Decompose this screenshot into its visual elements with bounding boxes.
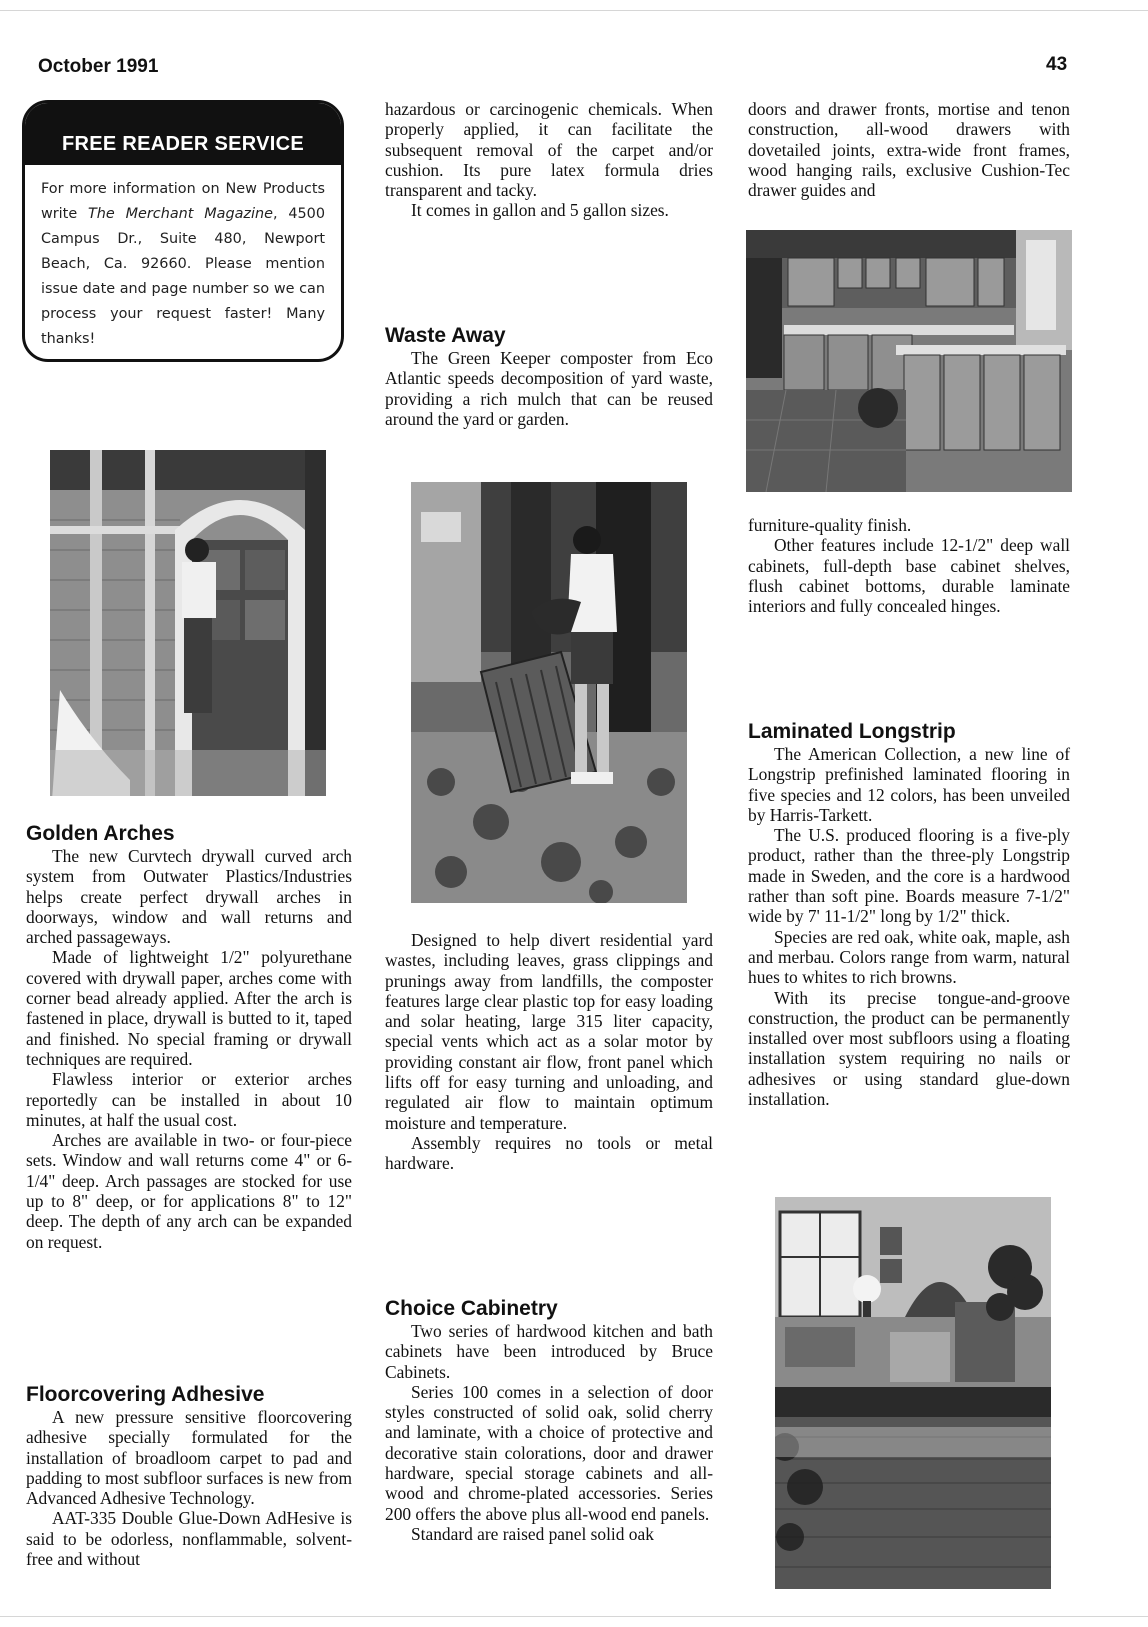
waste-away-paragraph: Designed to help divert residential yard wastes, including leaves, grass clippings and prunings away from landfills, the composter features large clear plastic top for easy loading and solar heating, large 315 liter capacity, special vents which act as a solar motor by providing constant air flow, front panel which lifts off for easy turning and unloading, and regulated air flow to maintain optimum moisture and temperature. [385,930,713,1133]
floorcovering-adhesive-paragraph: AAT-335 Double Glue-Down AdHesive is said to be odorless, nonflammable, solvent-free and without [26,1508,352,1570]
golden-arches-paragraph: The new Curvtech drywall curved arch system from Outwater Plastics/Industries helps create perfect drywall arches in doorways, window and wall returns and arched passageways. [26,846,352,948]
page-number: 43 [1046,54,1068,75]
adhesive-continued-paragraph: hazardous or carcinogenic chemicals. When properly applied, it can facilitate the subsequent removal of the carpet and/or cushion. Its pure latex formula dries transparent and tacky. [385,99,713,201]
choice-cabinetry-paragraph: Two series of hardwood kitchen and bath cabinets have been introduced by Bruce Cabinets. [385,1321,713,1382]
reader-service-text-after: , 4500 Campus Dr., Suite 480, Newport Beach, Ca. 92660. Please mention issue date and page number so we can process your request faster! Many thanks! [41,206,325,347]
cabinetry-continued-paragraph: doors and drawer fronts, mortise and tenon construction, all-wood drawers with dovetailed joints, extra-wide front frames, wood hanging rails, exclusive Cushion-Tec drawer guides and [748,99,1070,201]
column-one [26,822,352,1252]
column-two-middle [385,930,713,1174]
cabinetry-continued-paragraph: furniture-quality finish. [748,515,912,535]
column-two-waste-away [385,324,713,429]
laminated-longstrip-heading: Laminated Longstrip [748,720,956,743]
waste-away-heading: Waste Away [385,324,506,347]
waste-away-paragraph: The Green Keeper composter from Eco Atlantic speeds decomposition of yard waste, providing a rich mulch that can be reused around the yard or garden. [385,348,713,429]
golden-arches-heading: Golden Arches [26,822,175,845]
laminated-longstrip-paragraph: Species are red oak, white oak, maple, ash and merbau. Colors range from warm, natural hues to whites to rich browns. [748,926,1070,988]
drywall-arch-photo [50,450,326,796]
column-three-middle [748,515,1070,616]
golden-arches-paragraph: Flawless interior or exterior arches reportedly can be installed in about 10 minutes, at half the usual cost. [26,1069,352,1130]
bottom-edge-rule [0,1616,1148,1617]
floorcovering-adhesive-heading: Floorcovering Adhesive [26,1383,265,1406]
column-three-longstrip [748,720,1070,1109]
reader-service-magazine: The Merchant Magazine [88,206,273,222]
laminated-longstrip-paragraph: The U.S. produced flooring is a five-ply product, rather than the three-ply Longstrip made in Sweden, and the core is a hardwood rather than soft pine. Boards measure 7-1/2" wide by 7' 11-1/2" long by 1/2" thick. [748,825,1070,927]
cabinetry-more-paragraph: Other features include 12-1/2" deep wall cabinets, full-depth base cabinet shelves, flush cabinet bottoms, durable laminate interiors and fully concealed hinges. [748,535,1070,617]
issue-date: October 1991 [38,56,159,77]
composter-photo [411,482,687,903]
column-two-top [385,99,713,221]
column-three-top [748,99,1070,200]
top-edge-rule [0,10,1148,11]
reader-service-title: FREE READER SERVICE [25,103,341,165]
reader-service-text [25,165,341,352]
reader-service-text-before: For more information on New Products write [41,181,325,222]
golden-arches-paragraph: Arches are available in two- or four-piece sets. Window and wall returns come 4" or 6-1/4" deep. Arch passages are stocked for use up to 8" deep, or for applications 8" to 12" deep. The depth of any arch can be expanded on request. [26,1130,352,1252]
floorcovering-adhesive-paragraph: A new pressure sensitive floorcovering adhesive specially formulated for the installation of broadloom carpet to pad and padding to most subfloor surfaces is new from Advanced Adhesive Technology. [26,1407,352,1509]
laminated-flooring-photo [775,1197,1051,1589]
laminated-longstrip-paragraph: With its precise tongue-and-groove construction, the product can be permanently installed over most subfloors using a floating installation system requiring no nails or adhesives or using standard glue-down installation. [748,987,1070,1110]
column-one-lower [26,1383,352,1569]
golden-arches-paragraph: Made of lightweight 1/2" polyurethane covered with drywall paper, arches come with corner bead already applied. After the arch is fastened in place, drywall is butted to it, taped and finished. No special framing or drywall techniques are required. [26,947,352,1069]
adhesive-continued-paragraph: It comes in gallon and 5 gallon sizes. [411,200,669,221]
choice-cabinetry-paragraph: Series 100 comes in a selection of door styles constructed of solid oak, solid cherry and laminate, with a choice of protective and decorative stain colorations, door and drawer hardware, special storage cabinets and all-wood and chrome-plated accessories. Series 200 offers the above plus all-wood end panels. [385,1381,713,1524]
choice-cabinetry-heading: Choice Cabinetry [385,1297,558,1320]
column-two-cabinetry [385,1297,713,1544]
reader-service-box [22,100,344,362]
choice-cabinetry-paragraph: Standard are raised panel solid oak [411,1523,654,1544]
waste-away-paragraph: Assembly requires no tools or metal hardware. [385,1132,713,1174]
laminated-longstrip-paragraph: The American Collection, a new line of Longstrip prefinished laminated flooring in five species and 12 colors, has been unveiled by Harris-Tarkett. [748,744,1070,825]
kitchen-cabinets-photo [746,230,1072,492]
